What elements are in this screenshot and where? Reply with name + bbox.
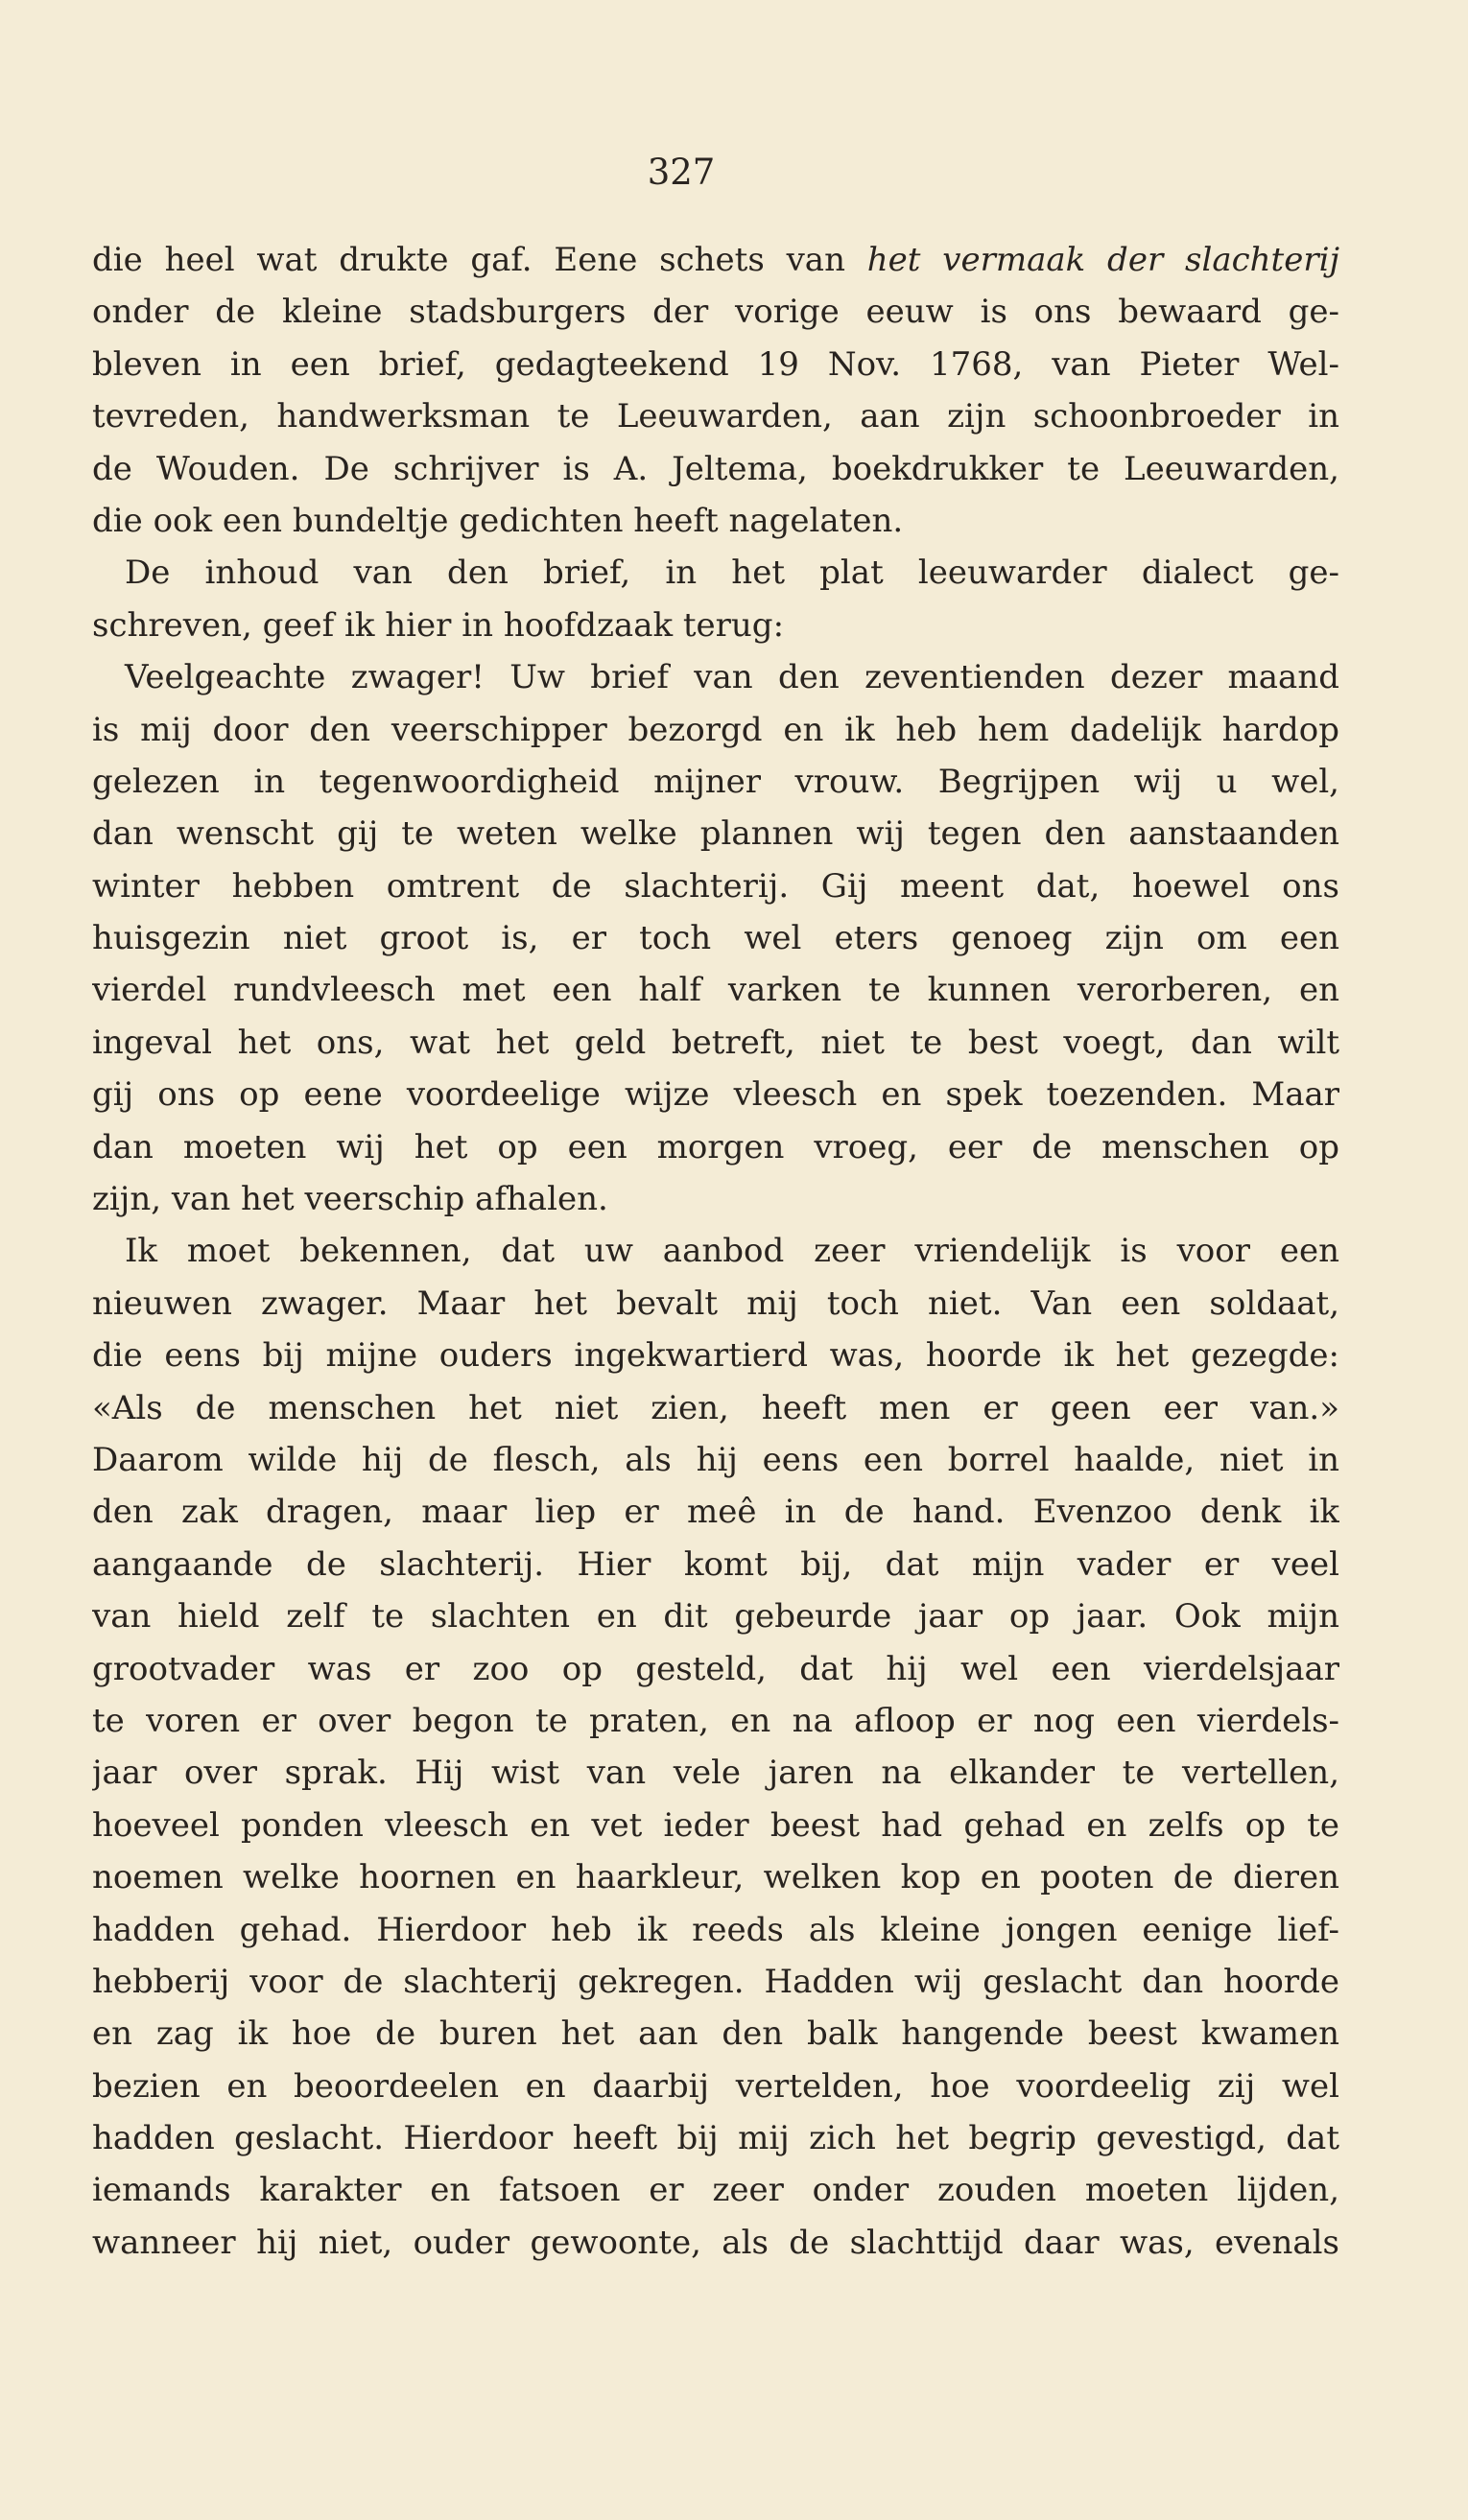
text-line: wanneer hij niet, ouder gewoonte, als de slachttijd daar was, evenals xyxy=(92,2223,1339,2262)
text-line: aangaande de slachterij. Hier komt bij, dat mijn vader er veel xyxy=(92,1544,1339,1584)
text-line: die heel wat drukte gaf. Eene schets van het vermaak der slachterij xyxy=(92,241,1339,279)
text-line: hoeveel ponden vleesch en vet ieder beest had gehad en zelfs op te xyxy=(92,1805,1339,1845)
text-line: schreven, geef ik hier in hoofdzaak terug: xyxy=(92,605,785,645)
text-line: dan moeten wij het op een morgen vroeg, eer de menschen op xyxy=(92,1127,1339,1166)
text-line: tevreden, handwerksman te Leeuwarden, aan zijn schoonbroeder in xyxy=(92,397,1339,436)
text-line: te voren er over begon te praten, en na afloop er nog een vierdels- xyxy=(92,1701,1339,1740)
text-line: jaar over sprak. Hij wist van vele jaren na elkander te vertellen, xyxy=(92,1754,1339,1793)
text-line: hebberij voor de slachterij gekregen. Hadden wij geslacht dan hoorde xyxy=(92,1962,1339,2001)
text-line: Veelgeachte zwager! Uw brief van den zeventienden dezer maand xyxy=(125,658,1339,697)
text-line: van hield zelf te slachten en dit gebeurde jaar op jaar. Ook mijn xyxy=(92,1597,1339,1637)
text-line: hadden gehad. Hierdoor heb ik reeds als kleine jongen eenige lief- xyxy=(92,1910,1339,1949)
italic-phrase: het vermaak der slachterij xyxy=(866,241,1339,279)
text-line: gelezen in tegenwoordigheid mijner vrouw. Begrijpen wij u wel, xyxy=(92,762,1339,801)
text-line: iemands karakter en fatsoen er zeer onder zouden moeten lijden, xyxy=(92,2171,1339,2210)
text-line: zijn, van het veerschip afhalen. xyxy=(92,1180,608,1219)
text-line: winter hebben omtrent de slachterij. Gij meent dat, hoewel ons xyxy=(92,866,1339,906)
text-line: vierdel rundvleesch met een half varken te kunnen verorberen, en xyxy=(92,971,1339,1010)
text-line: hadden geslacht. Hierdoor heeft bij mij zich het begrip gevestigd, dat xyxy=(92,2119,1339,2158)
text-line: Ik moet bekennen, dat uw aanbod zeer vriendelijk is voor een xyxy=(125,1232,1339,1271)
body-text xyxy=(92,234,1339,2269)
text-line: gij ons op eene voordeelige wijze vleesch en spek toezenden. Maar xyxy=(92,1075,1339,1115)
text-line: ingeval het ons, wat het geld betreft, niet te best voegt, dan wilt xyxy=(92,1023,1339,1062)
text-line: bezien en beoordeelen en daarbij vertelden, hoe voordeelig zij wel xyxy=(92,2066,1339,2106)
text-line: Daarom wilde hij de flesch, als hij eens een borrel haalde, niet in xyxy=(92,1440,1339,1479)
text-line: onder de kleine stadsburgers der vorige eeuw is ons bewaard ge- xyxy=(92,293,1339,332)
text-line: den zak dragen, maar liep er meê in de hand. Evenzoo denk ik xyxy=(92,1493,1339,1532)
text-line: dan wenscht gij te weten welke plannen wij tegen den aanstaanden xyxy=(92,814,1339,854)
page-number: 327 xyxy=(647,152,716,193)
text-line: grootvader was er zoo op gesteld, dat hij wel een vierdelsjaar xyxy=(92,1649,1339,1688)
text-line: is mij door den veerschipper bezorgd en ik heb hem dadelijk hardop xyxy=(92,710,1339,749)
text-line: nieuwen zwager. Maar het bevalt mij toch niet. Van een soldaat, xyxy=(92,1284,1339,1323)
text-line: huisgezin niet groot is, er toch wel eters genoeg zijn om een xyxy=(92,919,1339,958)
text-line: en zag ik hoe de buren het aan den balk hangende beest kwamen xyxy=(92,2014,1339,2054)
text-line: De inhoud van den brief, in het plat leeuwarder dialect ge- xyxy=(125,553,1339,593)
text-line: noemen welke hoornen en haarkleur, welken kop en pooten de dieren xyxy=(92,1858,1339,1897)
text-line: «Als de menschen het niet zien, heeft men er geen eer van.» xyxy=(92,1388,1339,1427)
text-line: die ook een bundeltje gedichten heeft nagelaten. xyxy=(92,501,904,540)
text-line: bleven in een brief, gedagteekend 19 Nov. 1768, van Pieter Wel- xyxy=(92,344,1339,384)
text-line: die eens bij mijne ouders ingekwartierd was, hoorde ik het gezegde: xyxy=(92,1336,1339,1376)
text-line: de Wouden. De schrijver is A. Jeltema, boekdrukker te Leeuwarden, xyxy=(92,449,1339,488)
